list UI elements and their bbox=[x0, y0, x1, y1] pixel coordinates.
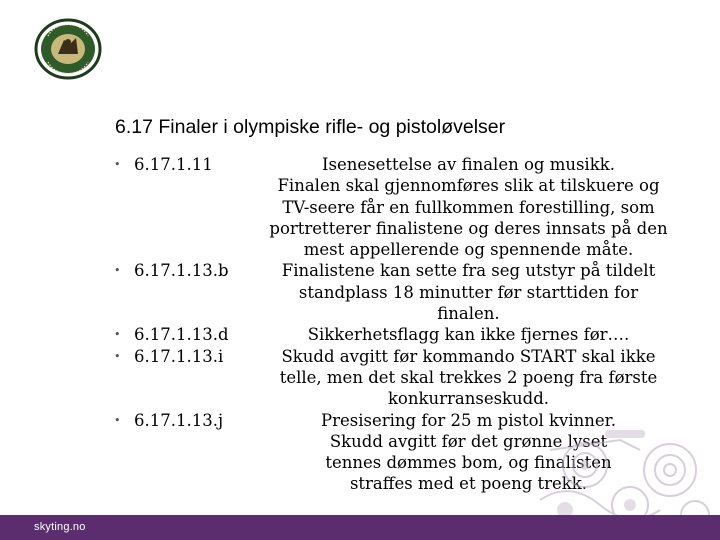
rule-text-line: straffes med et poeng trekk. bbox=[349, 474, 588, 494]
rule-text-line: portretterer finalistene og deres innsats på den bbox=[269, 218, 668, 238]
rule-code: 6.17.1.13.j bbox=[134, 410, 224, 430]
rule-text-line: Skudd avgitt før kommando START skal ikke bbox=[281, 346, 656, 366]
rule-text-line: standplass 18 minutter før starttiden for bbox=[298, 282, 639, 302]
bullet-icon: • bbox=[114, 328, 121, 342]
rule-text bbox=[241, 324, 696, 345]
rule-item bbox=[112, 346, 712, 410]
footer-bar bbox=[0, 515, 720, 540]
federation-emblem-icon bbox=[34, 18, 102, 80]
rule-item bbox=[112, 260, 712, 324]
rule-text-line: konkurranseskudd. bbox=[387, 389, 550, 409]
rule-code: 6.17.1.13.b bbox=[134, 261, 229, 281]
rule-text-line: Skudd avgitt før det grønne lyset bbox=[329, 431, 608, 451]
rule-text bbox=[241, 260, 696, 324]
rule-text bbox=[241, 154, 696, 260]
rule-item bbox=[112, 154, 712, 260]
rule-text-line: finalen. bbox=[437, 304, 500, 324]
rule-text-line: TV-seere får en fullkommen forestilling, som bbox=[282, 197, 655, 217]
rule-code: 6.17.1.13.i bbox=[134, 346, 224, 366]
slide-title: 6.17 Finaler i olympiske rifle- og pistoløvelser bbox=[115, 116, 506, 138]
rule-text-line: telle, men det skal trekkes 2 poeng fra første bbox=[279, 367, 658, 387]
rule-text bbox=[241, 346, 696, 410]
rule-text-line: mest appellerende og spennende måte. bbox=[303, 240, 634, 260]
rule-text-line: Finalistene kan sette fra seg utstyr på tildelt bbox=[281, 261, 656, 281]
rule-code: 6.17.1.13.d bbox=[134, 325, 229, 345]
rule-item bbox=[112, 324, 712, 345]
footer-site-label: skyting.no bbox=[34, 521, 86, 533]
bullet-icon: • bbox=[114, 264, 121, 278]
bullet-icon: • bbox=[114, 413, 121, 427]
bullet-icon: • bbox=[114, 349, 121, 363]
rule-text-line: Finalen skal gjennomføres slik at tilskuere og bbox=[277, 176, 660, 196]
bullet-icon: • bbox=[114, 158, 121, 171]
rule-text-line: Isenesettelse av finalen og musikk. bbox=[322, 155, 615, 174]
rule-text-line: Sikkerhetsflagg kan ikke fjernes før…. bbox=[307, 325, 630, 345]
rule-text-line: tennes dømmes bom, og finalisten bbox=[325, 453, 612, 473]
rule-code: 6.17.1.11 bbox=[134, 155, 213, 174]
rule-text-line: Presisering for 25 m pistol kvinner. bbox=[321, 410, 616, 430]
